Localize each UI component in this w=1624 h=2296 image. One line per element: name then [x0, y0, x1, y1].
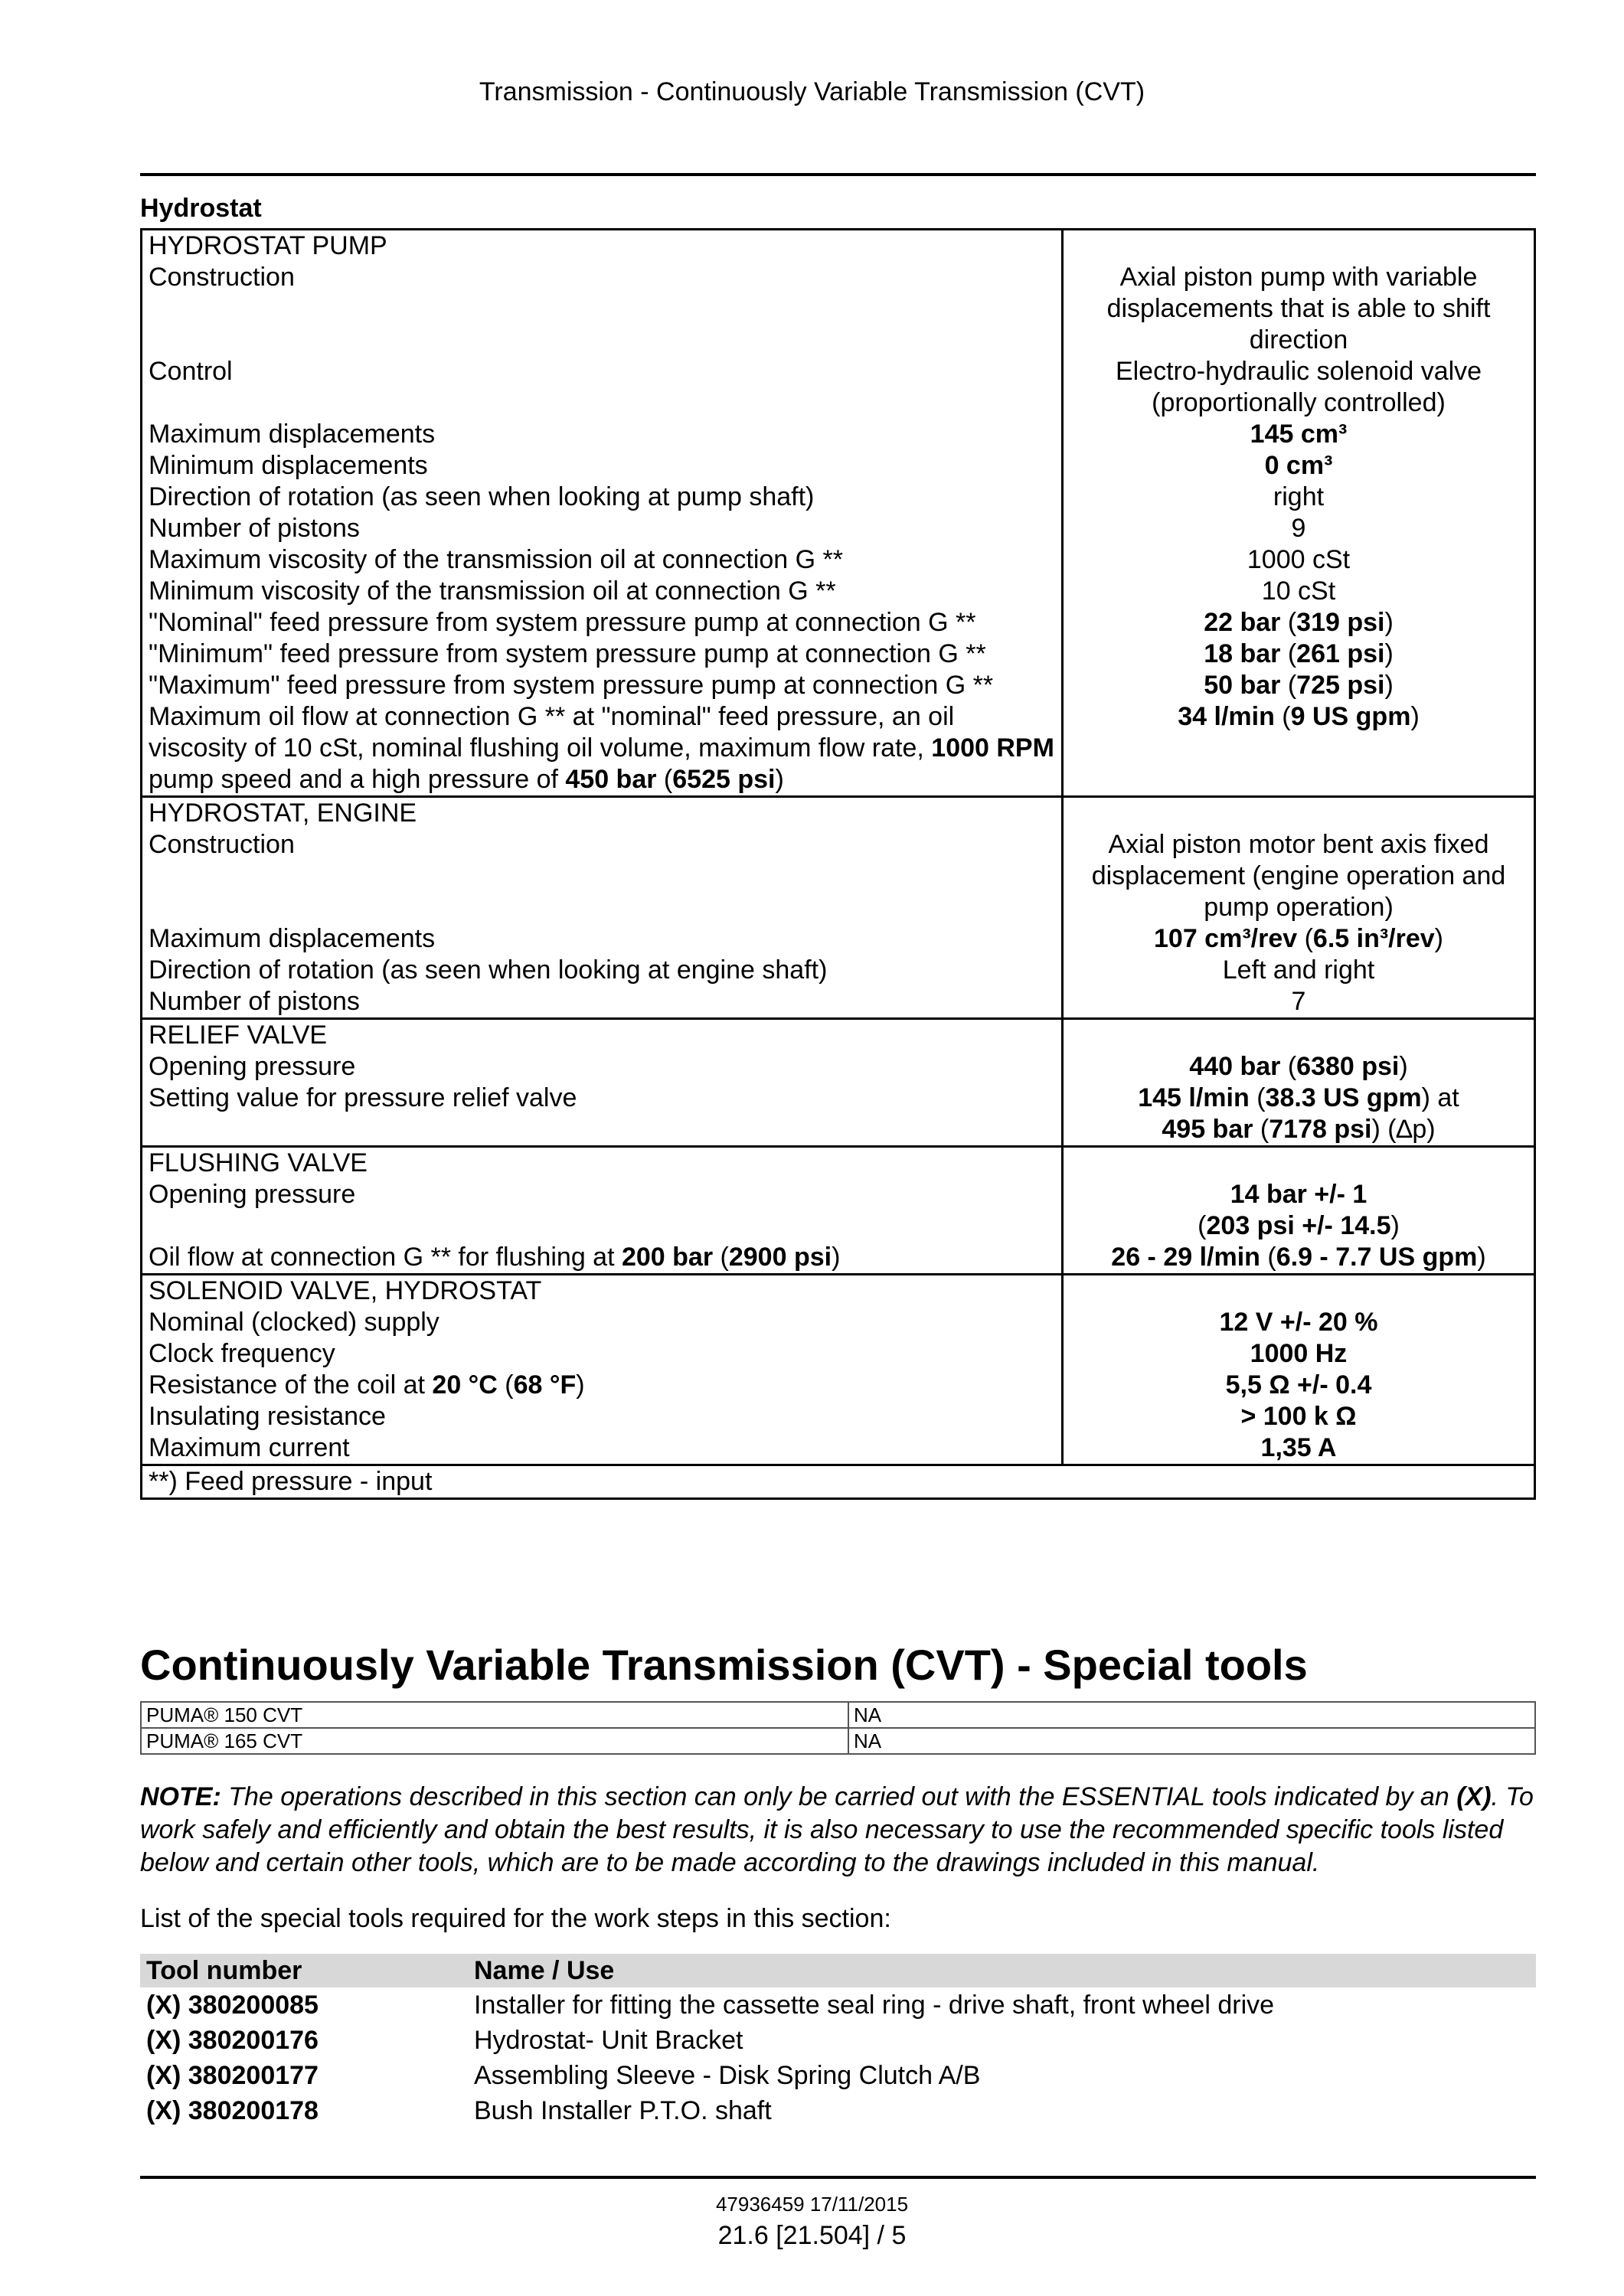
spec-row	[142, 544, 1534, 576]
spec-label: Opening pressure	[142, 1179, 1064, 1242]
tools-header-row	[140, 1954, 1536, 1987]
spec-row	[142, 639, 1534, 670]
tool-row	[140, 1987, 1536, 2023]
spec-value: 107 cm³/rev (6.5 in³/rev)	[1154, 924, 1443, 953]
spec-value: 440 bar (6380 psi)	[1189, 1052, 1408, 1081]
spec-row	[142, 450, 1534, 482]
spec-label: Insulating resistance	[142, 1401, 1064, 1432]
special-tools-heading: Continuously Variable Transmission (CVT) - Special tools	[140, 1641, 1308, 1689]
model-row	[141, 1702, 1535, 1728]
spec-row	[142, 513, 1534, 544]
footnote-row	[142, 1466, 1534, 1497]
spec-row	[142, 607, 1534, 639]
spec-value: 9	[1291, 514, 1306, 543]
spec-label: "Nominal" feed pressure from system pressure pump at connection G **	[142, 607, 1064, 639]
spec-label: Minimum displacements	[142, 450, 1064, 482]
spec-value: 14 bar +/- 1 (203 psi +/- 14.5)	[1198, 1180, 1400, 1240]
spec-value: 1000 Hz	[1250, 1339, 1348, 1368]
group-title: SOLENOID VALVE, HYDROSTAT	[142, 1275, 1064, 1307]
section-label: Hydrostat	[140, 194, 262, 223]
tool-number: (X) 380200177	[146, 2061, 319, 2090]
spec-row	[142, 1179, 1534, 1242]
spec-label: Direction of rotation (as seen when looking at engine shaft)	[142, 955, 1064, 986]
group-title-row	[142, 1020, 1534, 1051]
model-applicability-table	[140, 1701, 1536, 1755]
spec-row	[142, 1432, 1534, 1464]
spec-row	[142, 829, 1534, 923]
essential-mark: (X)	[1456, 1782, 1492, 1811]
spec-value: Axial piston motor bent axis fixed displacement (engine operation and pump operation)	[1091, 830, 1506, 922]
spec-row	[142, 986, 1534, 1017]
spec-label: Maximum displacements	[142, 923, 1064, 955]
spec-row	[142, 1307, 1534, 1338]
spec-row	[142, 262, 1534, 356]
spec-label: Construction	[142, 262, 1064, 356]
group-title-row	[142, 1275, 1534, 1307]
tool-name: Bush Installer P.T.O. shaft	[474, 2096, 772, 2125]
spec-label: "Maximum" feed pressure from system pressure pump at connection G **	[142, 670, 1064, 701]
spec-row	[142, 701, 1534, 795]
col-name-use: Name / Use	[474, 1956, 615, 1985]
group-title-row	[142, 798, 1534, 829]
header-rule	[140, 173, 1536, 176]
footnote: **) Feed pressure - input	[149, 1467, 433, 1496]
spec-value: 50 bar (725 psi)	[1204, 671, 1394, 700]
spec-row	[142, 1370, 1534, 1401]
spec-value: 145 cm³	[1250, 420, 1348, 449]
tool-name: Assembling Sleeve - Disk Spring Clutch A/B	[474, 2061, 981, 2090]
document-reference: 47936459 17/11/2015	[715, 2193, 909, 2216]
group-title-row	[142, 1148, 1534, 1179]
tool-number: (X) 380200176	[146, 2026, 319, 2055]
spec-label: Maximum oil flow at connection G ** at "nominal" feed pressure, an oil viscosity of 10 cSt, nominal flushing oil volume, maximum flow rate, 1000 RPM pump speed and a high pressure of 450 bar (6525 psi)	[142, 701, 1064, 795]
special-tools-table	[140, 1954, 1536, 2128]
model-name: PUMA® 165 CVT	[141, 1728, 848, 1754]
group-flushing-valve	[142, 1148, 1534, 1275]
spec-label: Oil flow at connection G ** for flushing at 200 bar (2900 psi)	[142, 1242, 1064, 1273]
spec-value: Axial piston pump with variable displacements that is able to shift direction	[1106, 263, 1491, 354]
spec-row	[142, 1051, 1534, 1083]
tool-name: Installer for fitting the cassette seal ring - drive shaft, front wheel drive	[474, 1991, 1275, 2020]
col-tool-number: Tool number	[146, 1956, 302, 1985]
model-value: NA	[848, 1702, 1535, 1728]
spec-label: Resistance of the coil at 20 °C (68 °F)	[142, 1370, 1064, 1401]
spec-label: Nominal (clocked) supply	[142, 1307, 1064, 1338]
spec-label: Number of pistons	[142, 986, 1064, 1017]
spec-value: 5,5 Ω +/- 0.4	[1225, 1370, 1372, 1399]
spec-value: 34 l/min (9 US gpm)	[1178, 702, 1420, 731]
spec-label: Control	[142, 356, 1064, 419]
spec-row	[142, 1083, 1534, 1145]
spec-label: Setting value for pressure relief valve	[142, 1083, 1064, 1145]
group-hydrostat-pump	[142, 230, 1534, 798]
group-title: HYDROSTAT, ENGINE	[142, 798, 1064, 829]
spec-label: Minimum viscosity of the transmission oil at connection G **	[142, 576, 1064, 607]
group-title: RELIEF VALVE	[142, 1020, 1064, 1051]
spec-label: Clock frequency	[142, 1338, 1064, 1370]
group-hydrostat-engine	[142, 798, 1534, 1020]
group-title: FLUSHING VALVE	[142, 1148, 1064, 1179]
spec-value: 26 - 29 l/min (6.9 - 7.7 US gpm)	[1111, 1243, 1486, 1272]
spec-label: Direction of rotation (as seen when looking at pump shaft)	[142, 482, 1064, 513]
tool-number: (X) 380200178	[146, 2096, 319, 2125]
model-row	[141, 1728, 1535, 1754]
spec-label: Maximum displacements	[142, 419, 1064, 450]
footer-rule	[140, 2176, 1536, 2179]
spec-value: right	[1273, 482, 1325, 511]
spec-value: 10 cSt	[1261, 576, 1336, 606]
spec-value: Left and right	[1222, 955, 1375, 985]
spec-value: 12 V +/- 20 %	[1219, 1308, 1378, 1337]
model-value: NA	[848, 1728, 1535, 1754]
spec-label: Opening pressure	[142, 1051, 1064, 1083]
page-number: 21.6 [21.504] / 5	[717, 2221, 907, 2250]
spec-value: 0 cm³	[1264, 451, 1333, 480]
group-solenoid-valve	[142, 1275, 1534, 1466]
spec-value: > 100 k Ω	[1240, 1402, 1357, 1431]
spec-row	[142, 482, 1534, 513]
spec-value: 7	[1291, 987, 1306, 1016]
running-header: Transmission - Continuously Variable Transmission (CVT)	[479, 77, 1145, 106]
note-paragraph: NOTE: The operations described in this section can only be carried out with the ESSENTIAL tools indicated by an (X). To work safely and efficiently and obtain the best results, it is also necessary to use the recommended specific tools listed below and certain other tools, which are to be made according to the drawings included in this manual.	[140, 1782, 1534, 1877]
spec-value: 18 bar (261 psi)	[1204, 639, 1394, 668]
spec-value: Electro-hydraulic solenoid valve (proportionally controlled)	[1115, 357, 1482, 417]
spec-label: Maximum current	[142, 1432, 1064, 1464]
tool-number: (X) 380200085	[146, 1991, 319, 2020]
spec-row	[142, 670, 1534, 701]
spec-row	[142, 1242, 1534, 1273]
spec-row	[142, 356, 1534, 419]
spec-value: 22 bar (319 psi)	[1204, 608, 1394, 637]
spec-label: Maximum viscosity of the transmission oil at connection G **	[142, 544, 1064, 576]
group-title-row	[142, 230, 1534, 262]
spec-label: Number of pistons	[142, 513, 1064, 544]
spec-value: 1,35 A	[1260, 1433, 1337, 1462]
group-title: HYDROSTAT PUMP	[142, 230, 1064, 262]
spec-label: Construction	[142, 829, 1064, 923]
model-name: PUMA® 150 CVT	[141, 1702, 848, 1728]
tool-row	[140, 2093, 1536, 2128]
group-relief-valve	[142, 1020, 1534, 1148]
tools-list-intro: List of the special tools required for the work steps in this section:	[140, 1904, 891, 1933]
spec-row	[142, 955, 1534, 986]
note-label: NOTE:	[140, 1782, 221, 1811]
spec-label: "Minimum" feed pressure from system pressure pump at connection G **	[142, 639, 1064, 670]
spec-row	[142, 419, 1534, 450]
spec-row	[142, 1401, 1534, 1432]
tool-row	[140, 2058, 1536, 2093]
hydrostat-spec-table	[140, 228, 1536, 1500]
spec-value: 145 l/min (38.3 US gpm) at 495 bar (7178 psi) (∆p)	[1138, 1083, 1459, 1144]
spec-row	[142, 1338, 1534, 1370]
tool-row	[140, 2023, 1536, 2058]
spec-value: 1000 cSt	[1247, 545, 1351, 574]
spec-row	[142, 576, 1534, 607]
tool-name: Hydrostat- Unit Bracket	[474, 2026, 743, 2055]
spec-row	[142, 923, 1534, 955]
